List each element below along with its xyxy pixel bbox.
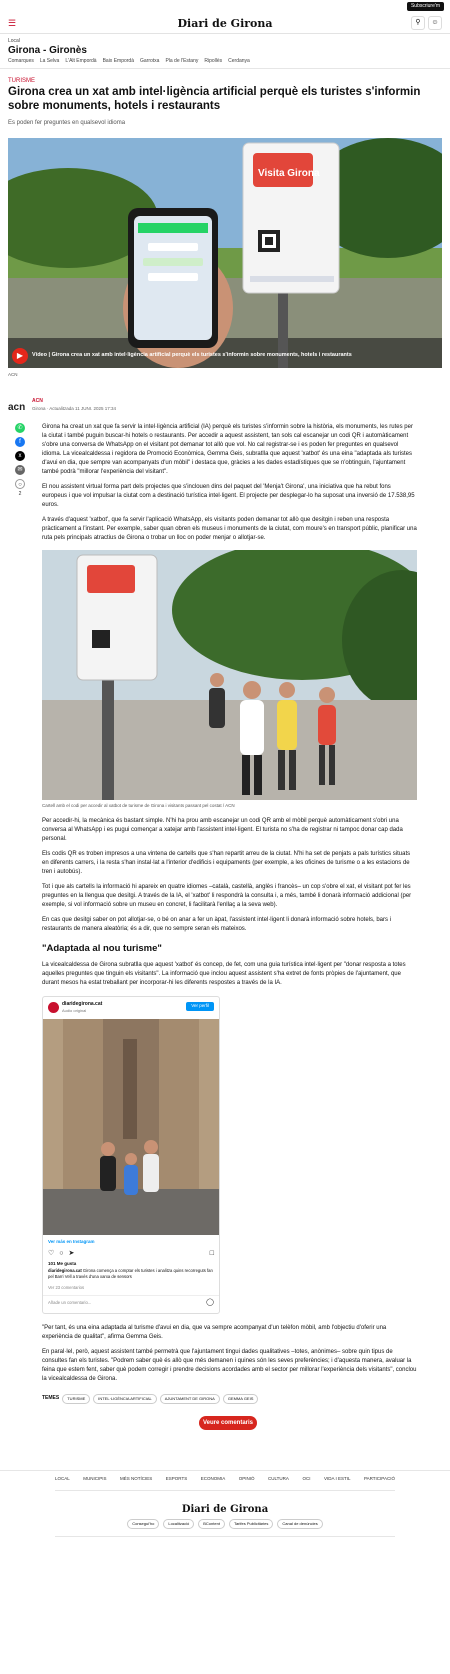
paragraph: En paral·lel, però, aquest assistent també permetrà que l'ajuntament tingui dades qualitatives –totes, anònimes– sobre quin tipus de consultes fan els turistes. "Podrem saber què és allò que més demanen i quines són les seves preferències; i d'aquesta manera, avaluar la feina que estem fent, saber què podem corregir i prendre decisions acordades amb el sector per millorar l'experiència dels visitants", conclou la vicealcaldessa de Girona. — [42, 1349, 417, 1382]
footer-nav-item[interactable]: OCI — [302, 1476, 311, 1481]
footer-nav-item[interactable]: VIDA I ESTIL — [323, 1476, 351, 1481]
topic-tag[interactable]: GEMMA GEIS — [223, 1394, 259, 1404]
instagram-media[interactable] — [43, 1019, 219, 1235]
hero-image — [8, 138, 442, 368]
paragraph: Els codis QR es troben impresos a una vintena de cartells que s'han repartit arreu de la ciutat. N'hi ha set de penjats a pals turístics situats en diferents carrers, i la resta s'han instal·lat a l'interior d'edificis i equipaments (per exemple, a les oficines de turisme o a les estacions de tren i autobús). — [42, 851, 411, 875]
instagram-likes: 101 Me gusta — [48, 1261, 77, 1266]
photo-caption: Cartell amb el codi per accedir al xatbot de turisme de Girona i visitants passant pel costat / ACN — [42, 803, 235, 808]
hero-caption: Vídeo | Girona crea un xat amb intel·ligència artificial perquè els turistes s'informin sobre monuments, hotels i restaurants — [32, 352, 352, 358]
play-icon[interactable]: ▶ — [12, 348, 28, 364]
footer-link[interactable]: Localització — [163, 1519, 194, 1529]
byline — [8, 398, 442, 420]
topic-tag[interactable]: INTEL·LIGÈNCIA ARTIFICIAL — [93, 1394, 157, 1404]
hero-video[interactable] — [8, 138, 442, 368]
article-headline: Girona crea un xat amb intel·ligència artificial perquè els turistes s'informin sobre monuments, hotels i restaurants — [8, 86, 421, 113]
topic-tag[interactable]: TURISME — [62, 1394, 90, 1404]
instagram-audio: Audio original — [62, 1008, 87, 1013]
menu-icon[interactable]: ☰ — [8, 18, 17, 28]
paragraph: "Per tant, és una eina adaptada al turisme d'avui en dia, que va sempre acompanyat d'un telèfon mòbil, amb l'objectiu d'oferir una experiència de qualitat", afirma Gemma Geis. — [42, 1325, 387, 1340]
author-name[interactable]: ACN — [32, 398, 43, 404]
instagram-photo — [43, 1019, 219, 1235]
add-comment-input[interactable]: Añade un comentario... — [48, 1300, 92, 1305]
breadcrumb[interactable]: Local — [8, 38, 20, 44]
subscribe-button[interactable]: Subscriure'm — [407, 2, 444, 11]
footer-nav-item[interactable]: OPINIÓ — [238, 1476, 255, 1481]
topic-tag[interactable]: AJUNTAMENT DE GIRONA — [160, 1394, 220, 1404]
paragraph: En cas que desitgi saber on pot allotjar-se, o bé on anar a fer un àpat, l'assistent intel·ligent li donarà informació sobre hotels, bars i restaurants de manera aleatòria; és a dir, que no sempre seran els mateixos. — [42, 917, 392, 932]
article-body-2 — [42, 817, 417, 940]
subnav-item[interactable]: Garrotxa — [139, 58, 160, 64]
whatsapp-icon[interactable]: ✆ — [15, 423, 25, 433]
divider — [55, 1536, 395, 1537]
footer-nav-item[interactable]: CULTURA — [268, 1476, 289, 1481]
footer-nav-item[interactable]: ECONOMIA — [200, 1476, 226, 1481]
divider — [0, 68, 450, 69]
divider — [43, 1295, 219, 1296]
bookmark-icon[interactable]: □ — [209, 1250, 214, 1257]
divider — [55, 1490, 395, 1491]
x-icon[interactable]: x — [15, 451, 25, 461]
subnav-item[interactable]: La Selva — [39, 58, 60, 64]
section-title[interactable]: Girona - Gironès — [8, 45, 87, 56]
paragraph: La vicealcaldessa de Girona subratlla que aquest 'xatbot' és concep, de fet, com una guia turística intel·ligent per "donar resposta a totes aquelles preguntes que tinguin els visitants". La informació que inclou aquest assistent s'ha extret de fonts pròpies de l'ajuntament, que durant mesos ha estat treballant per incorporar-hi les diferents respostes a través de la IA. — [42, 962, 406, 986]
instagram-comments-link[interactable]: Ver 23 comentarios — [48, 1285, 85, 1290]
search-icon[interactable]: ⚲ — [411, 16, 425, 30]
article-kicker[interactable]: TURISME — [8, 78, 35, 84]
email-icon[interactable]: ✉ — [15, 465, 25, 475]
footer-link[interactable]: BContent — [198, 1519, 225, 1529]
subnav-item[interactable]: Ripollès — [204, 58, 223, 64]
divider — [0, 1470, 450, 1471]
author-logo: acn — [8, 402, 26, 413]
instagram-avatar[interactable] — [48, 1002, 59, 1013]
caption-text: Girona comença a comptar els turistes i analitza quins recorreguts fan pel Barri Vell a través d'una xarxa de sensors — [48, 1268, 213, 1279]
footer-nav-item[interactable]: ESPORTS — [165, 1476, 188, 1481]
subnav-item[interactable]: L'Alt Empordà — [65, 58, 97, 64]
paragraph: Girona ha creat un xat que fa servir la intel·ligència artificial (IA) perquè els turistes s'informin sobre la història, els monuments, les rutes per la ciutat i també puguin buscar-hi hotels o restaurants. Per accedir a aquest assistent, tan sols cal escanejar un codi QR i automàticament s'obre una conversa de WhatsApp on el visitant pot demanar tot allò que vol. No cal registrar-se i es poden fer preguntes en qualsevol idioma. La vicealcaldessa i regidora de Promoció Econòmica, Gemma Geis, subratlla que aquest 'xatbot' és una eina "adaptada als turistes d'avui en dia, que sempre van acompanyats d'un mòbil" i destaca que, gràcies a les dades estadístiques que se n'obtinguin, l'ajuntament també podrà "millorar l'experiència del visitant". — [42, 424, 413, 475]
article-body-4 — [42, 1324, 417, 1390]
footer-links — [0, 1519, 450, 1529]
footer-nav-item[interactable]: MUNICIPIS — [83, 1476, 107, 1481]
site-logo[interactable]: Diari de Girona — [177, 17, 273, 30]
instagram-logo-icon[interactable]: ◯ — [206, 1299, 214, 1306]
footer-nav-item[interactable]: LOCAL — [55, 1476, 70, 1481]
site-header — [0, 12, 450, 34]
heart-icon[interactable]: ♡ — [48, 1250, 55, 1257]
footer-nav — [55, 1476, 395, 1483]
paragraph: El nou assistent virtual forma part dels projectes que s'inclouen dins del paquet del 'Menja't Girona', una iniciativa que ha rebut fons europeus i que vol impulsar la ciutat com a destinació turística intel·ligent. El projecte per desplegar-lo ha suposat una inversió de 17.538,95 euros. — [42, 484, 415, 508]
footer-nav-item[interactable]: MÉS NOTÍCIES — [120, 1476, 153, 1481]
instagram-embed — [42, 996, 220, 1314]
user-icon[interactable]: ☺ — [428, 16, 442, 30]
view-profile-button[interactable]: Ver perfil — [186, 1002, 214, 1011]
subnav-item[interactable]: Comarques — [8, 58, 34, 64]
comment-icon[interactable]: ○ — [15, 479, 25, 489]
instagram-actions — [48, 1249, 74, 1259]
street-photo — [42, 550, 417, 800]
topics-label: TEMES — [42, 1395, 60, 1402]
section-subnav — [8, 58, 250, 65]
subnav-item[interactable]: Baix Empordà — [102, 58, 134, 64]
hero-credit: ACN — [8, 372, 18, 377]
comment-icon[interactable]: ○ — [59, 1250, 64, 1257]
subnav-item[interactable]: Pla de l'Estany — [165, 58, 199, 64]
send-icon[interactable]: ➤ — [68, 1250, 75, 1257]
instagram-account[interactable]: diaridegirona.cat — [62, 1001, 103, 1007]
instagram-caption — [48, 1268, 214, 1280]
share-count: 2 — [18, 491, 22, 497]
top-bar — [0, 0, 450, 12]
article-photo — [42, 550, 417, 800]
paragraph: Tot i que als cartells la informació hi apareix en quatre idiomes –català, castellà, anglès i francès– un cop s'obre el xat, el visitant pot fer les preguntes en la llengua que desitgi. A través de la IA, el 'xatbot' li respondrà la consulta i, a més, també li donarà informació addicional (per exemple, si vol informació sobre un museu en concret, li facilitarà l'enllaç a la seva web). — [42, 884, 412, 908]
poster-title: Visita Girona — [258, 168, 320, 179]
footer-link[interactable]: Consegui'ho — [127, 1519, 159, 1529]
article-body-1 — [42, 423, 417, 549]
article-subtitle: Es poden fer preguntes en qualsevol idioma — [8, 120, 126, 126]
article-body-3 — [42, 961, 417, 994]
footer-logo[interactable]: Diari de Girona — [181, 1504, 269, 1515]
paragraph: Per accedir-hi, la mecànica és bastant simple. N'hi ha prou amb escanejar un codi QR amb el mòbil perquè automàticament s'obri una conversa al WhatsApp i es pugui començar a xatejar amb l'assistent intel·ligent. El turista no s'ha de registrar ni tampoc donar cap dada personal. — [42, 818, 403, 842]
caption-user[interactable]: diaridegirona.cat — [48, 1268, 82, 1273]
subnav-item[interactable]: Cerdanya — [228, 58, 250, 64]
footer-nav-item[interactable]: PARTICIPACIÓ — [363, 1476, 395, 1481]
paragraph: A través d'aquest 'xatbot', que fa servir l'aplicació WhatsApp, els visitants poden demanar tot allò que desitgin i reben una resposta pràcticament a l'instant. Per exemple, saber quan obren els museus i monuments de la ciutat, com moure's en transport públic, planificar una ruta pels principals atractius de Girona o trobar un lloc on poder menjar o allotjar-se. — [42, 517, 417, 541]
article-dateline: Girona · Actualitzada 11 JUNI. 2025 17:34 — [32, 406, 116, 411]
facebook-icon[interactable]: f — [15, 437, 25, 447]
view-more-link[interactable]: Ver más en Instagram — [48, 1239, 95, 1244]
section-heading: "Adaptada al nou turisme" — [42, 943, 162, 954]
footer-link[interactable]: Canal de denúncies — [277, 1519, 322, 1529]
footer-link[interactable]: Tarifes Publicitàries — [229, 1519, 273, 1529]
share-bar — [15, 423, 27, 503]
view-comments-button[interactable]: Veure comentaris — [199, 1416, 257, 1430]
topics — [42, 1394, 258, 1404]
